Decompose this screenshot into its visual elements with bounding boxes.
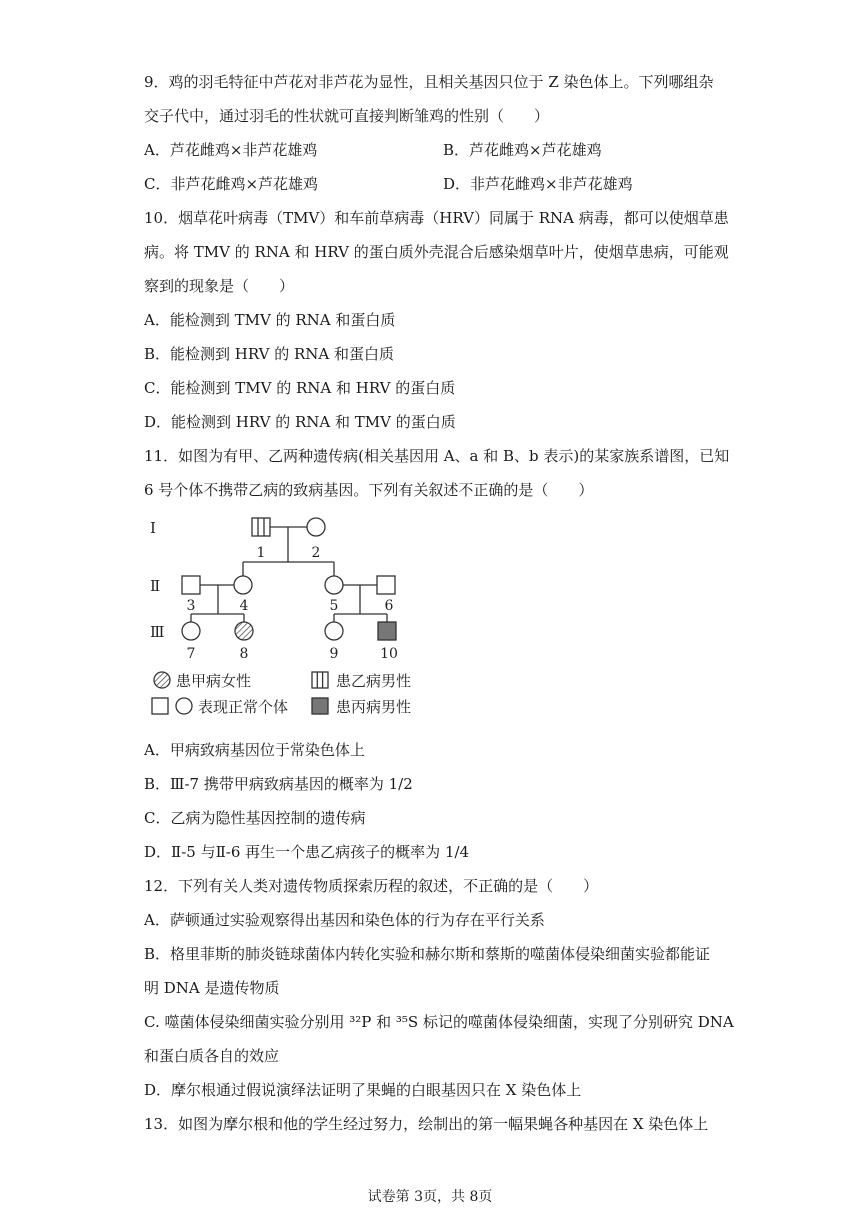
legend-filled-square-icon [312,698,328,714]
legend-square-icon [152,698,168,714]
q11-option-b: B．Ⅲ-7 携带甲病致病基因的概率为 1/2 [144,775,413,793]
label-9: 9 [329,646,339,662]
q10-stem-line3: 察到的现象是（ ） [144,277,295,295]
q9-stem-line2: 交子代中，通过羽毛的性状就可直接判断雏鸡的性别（ ） [144,107,550,125]
individual-3-male [182,576,200,594]
label-6: 6 [384,598,394,614]
q10-stem-line1: 10．烟草花叶病毒（TMV）和车前草病毒（HRV）同属于 RNA 病毒，都可以使烟草患 [144,209,729,227]
legend-circle-icon [176,698,192,714]
q10-option-d: D．能检测到 HRV 的 RNA 和 TMV 的蛋白质 [144,413,456,431]
individual-5-female [325,576,343,594]
q11-option-a: A．甲病致病基因位于常染色体上 [144,741,365,759]
legend-label-d: 患丙病男性 [336,698,412,716]
q10-option-b: B．能检测到 HRV 的 RNA 和蛋白质 [144,345,395,363]
q13-stem-line1: 13．如图为摩尔根和他的学生经过努力，绘制出的第一幅果蝇各种基因在 X 染色体上 [144,1115,709,1133]
individual-6-male [377,576,395,594]
legend-label-c: 表现正常个体 [198,698,289,716]
q9-option-c: C．非芦花雌鸡×芦花雄鸡 [144,175,319,193]
label-8: 8 [239,646,249,662]
individual-9-female [325,622,343,640]
q12-option-c-line1: C. 噬菌体侵染细菌实验分别用 ³²P 和 ³⁵S 标记的噬菌体侵染细菌，实现了分别研究 DNA [144,1013,734,1031]
legend-hatched-circle-icon [154,672,170,688]
q12-option-b-line1: B．格里菲斯的肺炎链球菌体内转化实验和赫尔斯和蔡斯的噬菌体侵染细菌实验都能证 [144,945,711,963]
q9-option-a: A．芦花雌鸡×非芦花雄鸡 [144,141,318,159]
individual-4-female [234,576,252,594]
q9-option-d: D．非芦花雌鸡×非芦花雄鸡 [443,175,633,193]
legend-striped-square-icon [312,672,328,688]
q9-stem-line1: 9．鸡的羽毛特征中芦花对非芦花为显性，且相关基因只位于 Z 染色体上。下列哪组杂 [144,73,714,91]
q10-option-a: A．能检测到 TMV 的 RNA 和蛋白质 [144,311,396,329]
q11-stem-line2: 6 号个体不携带乙病的致病基因。下列有关叙述不正确的是（ ） [144,481,594,499]
q11-option-c: C．乙病为隐性基因控制的遗传病 [144,809,366,827]
q11-stem-line1: 11．如图为有甲、乙两种遗传病(相关基因用 A、a 和 B、b 表示)的某家族系谱图，已知 [144,447,730,465]
q12-option-a: A．萨顿通过实验观察得出基因和染色体的行为存在平行关系 [144,911,545,929]
q10-option-c: C．能检测到 TMV 的 RNA 和 HRV 的蛋白质 [144,379,456,397]
label-10: 10 [380,646,398,662]
q12-option-c-line2: 和蛋白质各自的效应 [144,1047,280,1065]
individual-2-female [307,518,325,536]
q9-option-b: B．芦花雌鸡×芦花雄鸡 [443,141,602,159]
label-2: 2 [311,545,321,561]
individual-8-female-affected-a [235,622,253,640]
generation-label-2: Ⅱ [150,577,161,595]
page-footer: 试卷第 3页，共 8页 [367,1189,493,1205]
label-7: 7 [186,646,196,662]
pedigree-figure [140,515,440,725]
q11-option-d: D．Ⅱ-5 与Ⅱ-6 再生一个患乙病孩子的概率为 1/4 [144,843,470,861]
q10-stem-line2: 病。将 TMV 的 RNA 和 HRV 的蛋白质外壳混合后感染烟草叶片，使烟草患病，可能观 [144,243,729,261]
legend-label-b: 患乙病男性 [336,672,412,690]
individual-7-female [182,622,200,640]
individual-10-male-affected-c [378,622,396,640]
label-5: 5 [329,598,339,614]
individual-1-male-affected-b [252,518,270,536]
q12-option-d: D．摩尔根通过假说演绎法证明了果蝇的白眼基因只在 X 染色体上 [144,1081,582,1099]
label-1: 1 [256,545,266,561]
q12-option-b-line2: 明 DNA 是遗传物质 [144,979,280,997]
generation-label-1: Ⅰ [150,519,156,537]
label-3: 3 [186,598,196,614]
generation-label-3: Ⅲ [150,623,165,641]
legend-label-a: 患甲病女性 [176,672,252,690]
q12-stem: 12．下列有关人类对遗传物质探索历程的叙述，不正确的是（ ） [144,877,599,895]
label-4: 4 [239,598,249,614]
